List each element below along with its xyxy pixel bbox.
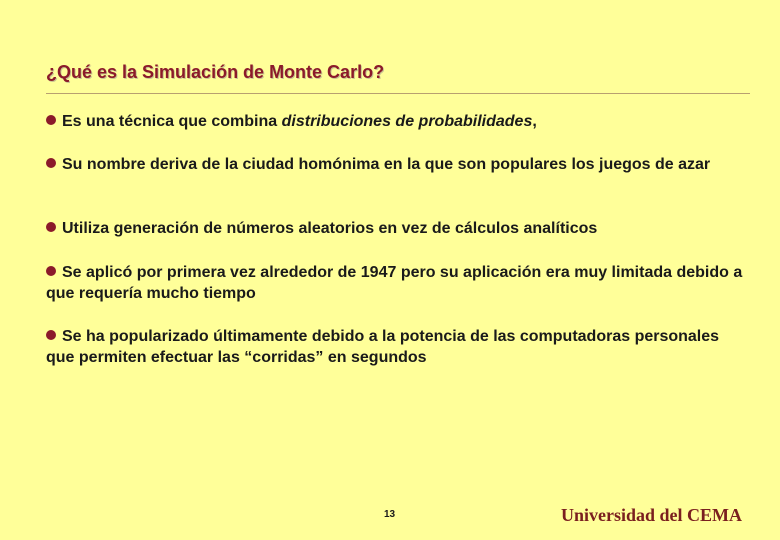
bullet-dot-icon bbox=[46, 330, 56, 340]
bullet-dot-icon bbox=[46, 158, 56, 168]
bullet-item-4 bbox=[46, 262, 746, 304]
bullet-text: Es una técnica que combina bbox=[62, 113, 282, 130]
title-divider bbox=[46, 93, 750, 94]
bullet-item-5 bbox=[46, 326, 746, 368]
bullet-dot-icon bbox=[46, 266, 56, 276]
bullet-item-1 bbox=[46, 111, 746, 132]
bullet-text: Su nombre deriva de la ciudad homónima en la que son populares los juegos de azar bbox=[62, 156, 711, 173]
bullet-text: Utiliza generación de números aleatorios en vez de cálculos analíticos bbox=[62, 220, 598, 237]
bullet-text: Se ha popularizado últimamente debido a la potencia de las computadoras personales que permiten efectuar las “corridas” en segundos bbox=[46, 328, 720, 366]
slide-title: ¿Qué es la Simulación de Monte Carlo? bbox=[46, 62, 385, 82]
institution-name: Universidad del CEMA bbox=[560, 505, 742, 525]
bullet-text-end: , bbox=[532, 113, 537, 130]
bullet-emphasis: distribuciones de probabilidades bbox=[281, 113, 533, 130]
bullet-text: Se aplicó por primera vez alrededor de 1947 pero su aplicación era muy limitada debido a que requería mucho tiempo bbox=[46, 264, 743, 302]
bullet-item-2 bbox=[46, 154, 746, 175]
bullet-item-3 bbox=[46, 218, 746, 239]
page-number: 13 bbox=[384, 509, 396, 520]
bullet-dot-icon bbox=[46, 222, 56, 232]
bullet-dot-icon bbox=[46, 115, 56, 125]
